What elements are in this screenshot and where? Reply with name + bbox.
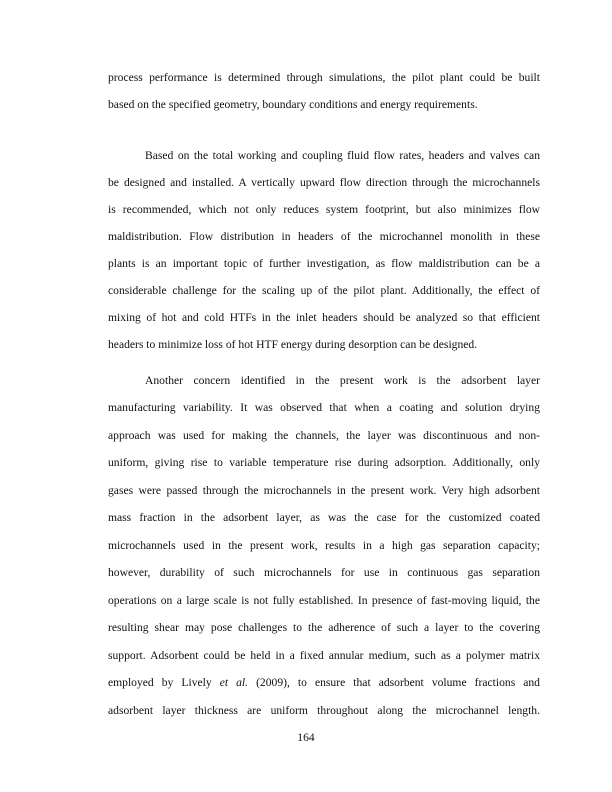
citation-et-al: et al. (219, 676, 249, 689)
text-line: manufacturing variability. It was observed that when a coating and solution drying (108, 401, 540, 414)
text-line: mass fraction in the adsorbent layer, as was the case for the customized coated (108, 511, 540, 524)
text-line: process performance is determined through simulations, the pilot plant could be built (108, 71, 540, 84)
citation-year-text: (2009), to ensure that adsorbent volume fractions and (248, 676, 540, 689)
text-line: resulting shear may pose challenges to the adherence of such a layer to the covering (108, 621, 540, 634)
page-number: 164 (297, 731, 315, 744)
text-line: mixing of hot and cold HTFs in the inlet headers should be analyzed so that efficient (108, 311, 540, 324)
text-line: plants is an important topic of further investigation, as flow maldistribution can be a (108, 257, 540, 270)
text-line: gases were passed through the microchannels in the present work. Very high adsorbent (108, 484, 540, 497)
text-line: support. Adsorbent could be held in a fixed annular medium, such as a polymer matrix (108, 649, 540, 662)
text-line: maldistribution. Flow distribution in headers of the microchannel monolith in these (108, 230, 540, 243)
text-line: uniform, giving rise to variable temperature rise during adsorption. Additionally, only (108, 456, 540, 469)
text-line: headers to minimize loss of hot HTF energy during desorption can be designed. (108, 338, 478, 351)
text-line: based on the specified geometry, boundary conditions and energy requirements. (108, 98, 478, 111)
text-line-with-citation (108, 675, 540, 691)
text-line: microchannels used in the present work, results in a high gas separation capacity; (108, 539, 540, 552)
text-line: adsorbent layer thickness are uniform throughout along the microchannel length. (108, 704, 540, 717)
text-line: considerable challenge for the scaling up of the pilot plant. Additionally, the effect of (108, 284, 540, 297)
text-line: is recommended, which not only reduces system footprint, but also minimizes flow (108, 203, 540, 216)
citation-author-text: employed by Lively (108, 676, 220, 689)
text-line: approach was used for making the channels, the layer was discontinuous and non- (108, 429, 540, 442)
text-line: operations on a large scale is not fully established. In presence of fast-moving liquid, the (108, 594, 540, 607)
text-line: Another concern identified in the present work is the adsorbent layer (145, 374, 540, 387)
text-line: be designed and installed. A vertically upward flow direction through the microchannels (108, 176, 540, 189)
text-line: however, durability of such microchannels for use in continuous gas separation (108, 566, 540, 579)
text-line: Based on the total working and coupling fluid flow rates, headers and valves can (145, 149, 540, 162)
